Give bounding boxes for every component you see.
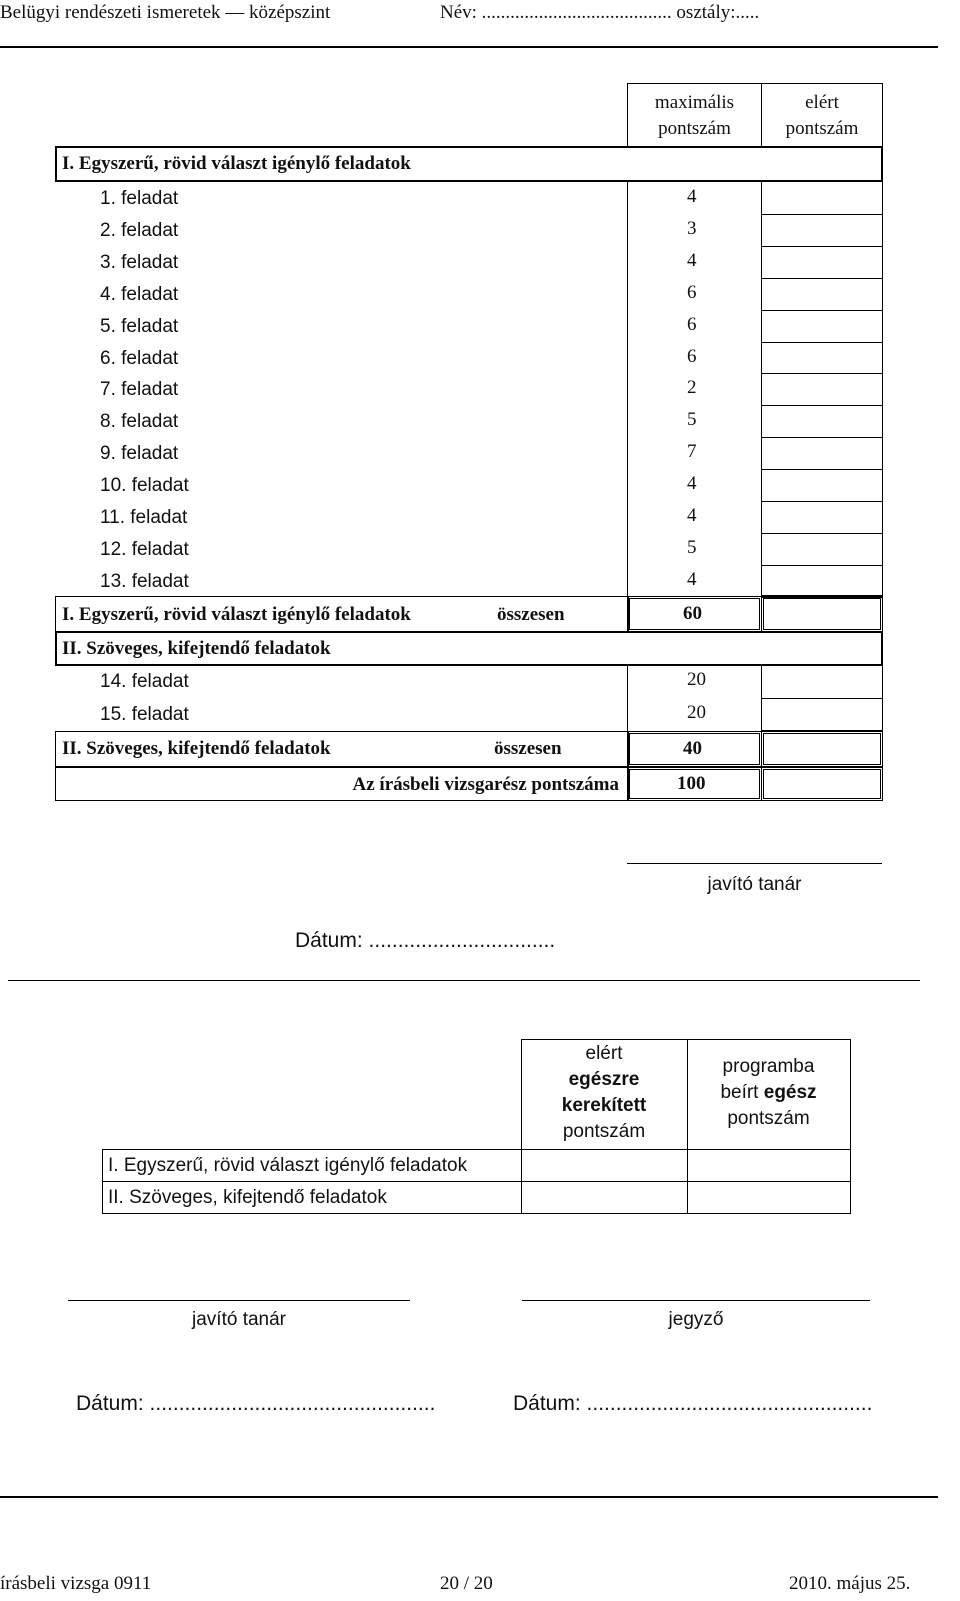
date-field-3[interactable]: Dátum: ................................................. xyxy=(513,1392,873,1415)
max-score-header-line1: maximális xyxy=(654,92,735,113)
entered-row-2-value[interactable] xyxy=(687,1182,850,1214)
section1-task-max: 4 xyxy=(687,505,697,526)
section2-task-label: 15. feladat xyxy=(100,704,189,725)
grand-total-label: Az írásbeli vizsgarész pontszáma xyxy=(352,774,619,795)
section2-total-label: II. Szöveges, kifejtendő feladatok xyxy=(62,738,331,759)
header-name-field[interactable]: Név: ........................................ osztály:..... xyxy=(440,2,760,23)
section1-task-max: 5 xyxy=(687,409,697,431)
max-score-header-line2: pontszám xyxy=(658,118,731,139)
rounded-score-header xyxy=(521,1040,687,1150)
section1-task-max: 4 xyxy=(687,473,697,495)
grand-total-earned-cell[interactable] xyxy=(761,767,883,801)
footer-date: 2010. május 25. xyxy=(789,1573,911,1594)
rounded-row-2-label: II. Szöveges, kifejtendő feladatok xyxy=(103,1182,522,1214)
section-divider xyxy=(8,980,920,981)
rounded-header-line3: kerekített xyxy=(561,1095,647,1116)
header-rule xyxy=(0,46,938,48)
section1-task-max: 4 xyxy=(687,186,697,207)
section2-earned-cell-border[interactable] xyxy=(761,698,883,699)
section1-task-label: 11. feladat xyxy=(100,507,188,528)
section1-earned-cell-border[interactable] xyxy=(761,310,883,311)
footer-rule xyxy=(0,1496,938,1498)
section1-total-value: 60 xyxy=(683,603,702,624)
section1-earned-cell-border[interactable] xyxy=(761,246,883,247)
section1-earned-cell-border[interactable] xyxy=(761,501,883,502)
section1-task-label: 4. feladat xyxy=(100,283,179,305)
rounded-row-2-value[interactable] xyxy=(521,1182,687,1214)
entered-header-line2: beírt egész xyxy=(720,1082,817,1103)
section2-total-earned-cell[interactable] xyxy=(761,731,883,767)
section1-task-label: 2. feladat xyxy=(100,219,179,241)
signature-role-teacher-2: javító tanár xyxy=(192,1309,286,1330)
section1-task-label: 7. feladat xyxy=(100,379,179,401)
section1-task-max: 5 xyxy=(687,536,697,558)
section1-task-label: 10. feladat xyxy=(100,475,189,497)
section1-task-label: 8. feladat xyxy=(100,411,179,433)
section1-task-label: 3. feladat xyxy=(100,251,179,273)
section1-earned-cell-border[interactable] xyxy=(761,533,883,534)
section1-task-label: 5. feladat xyxy=(100,315,179,337)
section1-earned-cell-border[interactable] xyxy=(761,373,883,374)
section1-task-max: 7 xyxy=(687,441,697,463)
entered-header-line1: programba xyxy=(722,1056,815,1077)
section1-task-max: 3 xyxy=(687,217,697,239)
section1-task-label: 1. feladat xyxy=(100,188,179,209)
rounded-header-line4: pontszám xyxy=(562,1121,646,1142)
rounded-score-table xyxy=(102,1039,851,1214)
section1-task-label: 13. feladat xyxy=(100,570,189,592)
signature-role-teacher: javító tanár xyxy=(707,874,802,895)
section1-earned-cell-border[interactable] xyxy=(761,405,883,406)
section1-total-earned-cell[interactable] xyxy=(761,596,883,632)
section1-title: I. Egyszerű, rövid választ igénylő feladatok xyxy=(62,153,411,174)
section1-total-label: I. Egyszerű, rövid választ igénylő feladatok xyxy=(62,604,411,625)
entered-score-header xyxy=(687,1040,850,1150)
section1-earned-cell-border[interactable] xyxy=(761,469,883,470)
footer-page-number: 20 / 20 xyxy=(440,1573,493,1594)
section1-total-word: összesen xyxy=(497,604,565,625)
rounded-header-line1: elért xyxy=(585,1043,623,1064)
section1-task-max: 2 xyxy=(687,377,697,399)
footer-exam-code: írásbeli vizsga 0911 xyxy=(0,1573,152,1594)
signature-line-teacher-2[interactable] xyxy=(68,1300,410,1301)
header-subject: Belügyi rendészeti ismeretek — középszint xyxy=(0,2,331,23)
section2-title: II. Szöveges, kifejtendő feladatok xyxy=(62,638,331,659)
entered-row-1-value[interactable] xyxy=(687,1150,850,1182)
section2-task-max: 20 xyxy=(687,669,706,690)
section1-task-max: 4 xyxy=(687,249,697,271)
section1-earned-cell-border[interactable] xyxy=(761,278,883,279)
date-field-1[interactable]: Dátum: ................................ xyxy=(295,929,556,952)
section2-task-label: 14. feladat xyxy=(100,671,189,692)
section2-total-word: összesen xyxy=(494,738,562,759)
grand-total-value: 100 xyxy=(677,773,706,794)
entered-header-line3: pontszám xyxy=(727,1108,810,1129)
section1-earned-cell-border[interactable] xyxy=(761,565,883,566)
rounded-row-1-value[interactable] xyxy=(521,1150,687,1182)
section1-task-max: 4 xyxy=(687,568,697,590)
section1-earned-cell-border[interactable] xyxy=(761,437,883,438)
section1-earned-cell-border[interactable] xyxy=(761,342,883,343)
signature-line-notary[interactable] xyxy=(522,1300,870,1301)
earned-score-header-line1: elért xyxy=(805,92,839,113)
section1-task-max: 6 xyxy=(687,345,697,367)
rounded-header-line2: egészre xyxy=(568,1069,640,1090)
date-field-2[interactable]: Dátum: ................................................. xyxy=(76,1392,436,1415)
section1-earned-cell-border[interactable] xyxy=(761,214,883,215)
section2-task-max: 20 xyxy=(687,702,706,723)
signature-role-notary: jegyző xyxy=(668,1309,724,1330)
section1-task-label: 12. feladat xyxy=(100,538,189,560)
earned-score-header-line2: pontszám xyxy=(785,118,859,139)
section1-task-label: 9. feladat xyxy=(100,443,179,465)
section1-task-max: 6 xyxy=(687,313,697,335)
section2-total-value: 40 xyxy=(683,738,702,759)
signature-line-teacher[interactable] xyxy=(627,863,882,864)
rounded-row-1-label: I. Egyszerű, rövid választ igénylő feladatok xyxy=(103,1150,522,1182)
section1-task-max: 6 xyxy=(687,281,697,303)
section1-task-label: 6. feladat xyxy=(100,347,179,369)
